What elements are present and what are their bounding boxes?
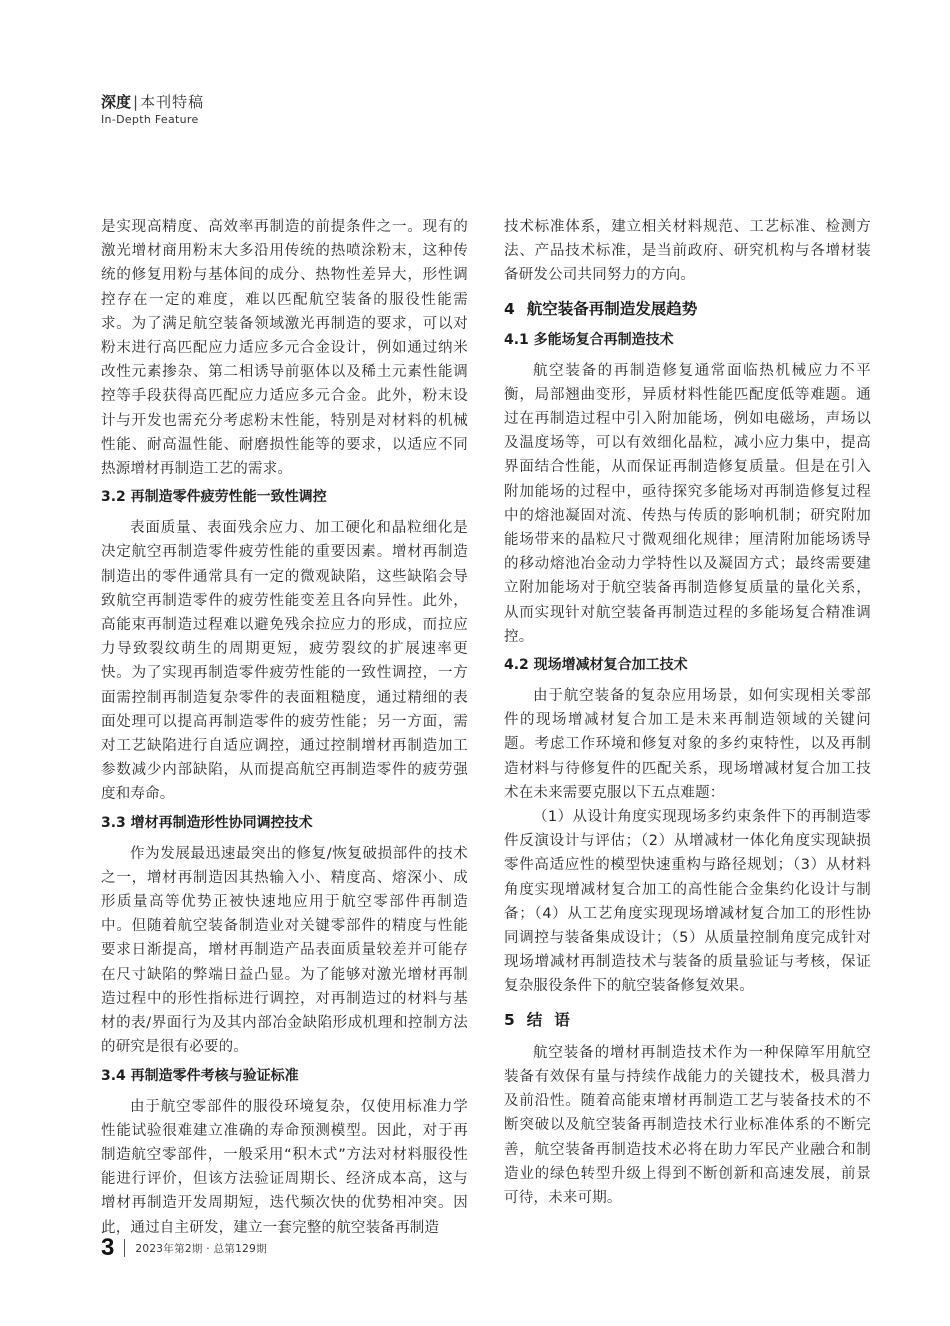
heading-4-title: 航空装备再制造发展趋势 xyxy=(526,299,698,318)
heading-5 xyxy=(504,1009,871,1031)
paragraph-3-4: 由于航空零部件的服役环境复杂，仅使用标准力学性能试验很难建立准确的寿命预测模型。因此，对于再制造航空零部件，一般采用“积木式”方法对材料服役性能进行评价，但该方法验证周期长、经济成本高，这与增材再制造开发周期短，迭代频次快的优势相冲突。因此，通过自主研发，建立一套完整的航空装备再制造 xyxy=(101,1098,468,1236)
header-section: 深度 xyxy=(101,93,132,111)
paragraph-4-2: 由于航空装备的复杂应用场景，如何实现相关零部件的现场增减材复合加工是未来再制造领域的关键问题。考虑工作环境和修复对象的多约束特性，以及再制造材料与待修复件的匹配关系，现场增减材复合加工技术在未来需要克服以下五点难题： xyxy=(504,688,871,801)
heading-4-1: 4.1 多能场复合再制造技术 xyxy=(504,331,674,348)
paragraph-3-3: 作为发展最迅速最突出的修复/恢复破损部件的技术之一，增材再制造因其热输入小、精度高、熔深小、成形质量高等优势正被快速地应用于航空零部件再制造中。但随着航空装备制造业对关键零部件的精度与性能要求日渐提高，增材再制造产品表面质量较差并可能存在尺寸缺陷的弊端日益凸显。为了能够对激光增材再制造过程中的形性指标进行调控，对再制造过的材料与基材的表/界面行为及其内部冶金缺陷形成机理和控制方法的研究是很有必要的。 xyxy=(101,845,468,1056)
page-number: 3 xyxy=(101,1234,115,1261)
heading-4-2: 4.2 现场增减材复合加工技术 xyxy=(504,657,688,674)
header-separator: | xyxy=(133,93,139,111)
footer-divider xyxy=(124,1239,125,1257)
header-column: 本刊特稿 xyxy=(140,93,205,111)
paragraph-4-1: 航空装备的再制造修复通常面临热机械应力不平衡，局部翘曲变形，异质材料性能匹配度低等难题。通过在再制造过程中引入附加能场，例如电磁场，声场以及温度场等，可以有效细化晶粒，减小应力集中，提高界面结合性能，从而保证再制造修复质量。但是在引入附加能场的过程中，亟待探究多能场对再制造修复过程中的熔池凝固对流、传热与传质的影响机制；研究附加能场带来的晶粒尺寸微观细化规律；厘清附加能场诱导的移动熔池冶金动力学特性以及凝固方式；最终需要建立附加能场对于航空装备再制造修复质量的量化关系，从而实现针对航空装备再制造过程的多能场复合精准调控。 xyxy=(504,362,871,645)
heading-3-2: 3.2 再制造零件疲劳性能一致性调控 xyxy=(101,489,327,506)
running-header xyxy=(101,93,204,127)
header-title xyxy=(101,93,204,111)
left-column xyxy=(101,215,468,1240)
heading-5-title: 结语 xyxy=(526,1010,582,1029)
paragraph-continued: 技术标准体系，建立相关材料规范、工艺标准、检测方法、产品技术标准，是当前政府、研究机构与各增材装备研发公司共同努力的方向。 xyxy=(504,219,871,284)
page-footer xyxy=(101,1236,267,1260)
heading-5-number: 5 xyxy=(504,1010,515,1029)
issue-info: 2023年第2期 · 总第129期 xyxy=(135,1242,267,1255)
heading-3-4: 3.4 再制造零件考核与验证标准 xyxy=(101,1067,299,1084)
right-column xyxy=(504,215,871,1210)
paragraph-4-2-list: （1）从设计角度实现现场多约束条件下的再制造零件反演设计与评估；（2）从增减材一体化角度实现缺损零件高适应性的模型快速重构与路径规划；（3）从材料角度实现增减材复合加工的高性能合金集约化设计与制备；（4）从工艺角度实现现场增减材复合加工的形性协同调控与装备集成设计；（5）从质量控制角度完成针对现场增减材再制造技术与装备的质量验证与考核，保证复杂服役条件下的航空装备修复效果。 xyxy=(504,809,871,995)
paragraph-3-2: 表面质量、表面残余应力、加工硬化和晶粒细化是决定航空再制造零件疲劳性能的重要因素。增材再制造制造出的零件通常具有一定的微观缺陷，这些缺陷会导致航空再制造零件的疲劳性能变差且各向异性。此外，高能束再制造过程难以避免残余拉应力的形成，而拉应力导致裂纹萌生的周期更短，疲劳裂纹的扩展速率更快。为了实现再制造零件疲劳性能的一致性调控，一方面需控制再制造复杂零件的表面粗糙度，通过精细的表面处理可以提高再制造零件的疲劳性能；另一方面，需对工艺缺陷进行自适应调控，通过控制增材再制造加工参数减少内部缺陷，从而提高航空再制造零件的疲劳强度和寿命。 xyxy=(101,520,468,803)
heading-4-number: 4 xyxy=(504,299,515,318)
heading-3-3: 3.3 增材再制造形性协同调控技术 xyxy=(101,814,313,831)
header-english: In-Depth Feature xyxy=(101,113,199,126)
paragraph-5: 航空装备的增材再制造技术作为一种保障军用航空装备有效保有量与持续作战能力的关键技术，极具潜力及前沿性。随着高能束增材再制造工艺与装备技术的不断突破以及航空装备再制造技术行业标准体系的不断完善，航空装备再制造技术必将在助力军民产业融合和制造业的绿色转型升级上得到不断创新和高速发展，前景可待，未来可期。 xyxy=(504,1044,871,1206)
paragraph-intro: 是实现高精度、高效率再制造的前提条件之一。现有的激光增材商用粉末大多沿用传统的热喷涂粉末，这种传统的修复用粉与基体间的成分、热物性差异大，形性调控存在一定的难度，难以匹配航空装备的服役性能需求。为了满足航空装备领域激光再制造的要求，可以对粉末进行高匹配应力适应多元合金设计，例如通过纳米改性元素掺杂、第二相诱导前驱体以及稀土元素性能调控等手段获得高匹配应力适应多元合金。此外，粉末设计与开发也需充分考虑粉末性能，特别是对材料的机械性能、耐高温性能、耐磨损性能等的要求，以适应不同热源增材再制造工艺的需求。 xyxy=(101,219,468,478)
heading-4 xyxy=(504,298,871,320)
